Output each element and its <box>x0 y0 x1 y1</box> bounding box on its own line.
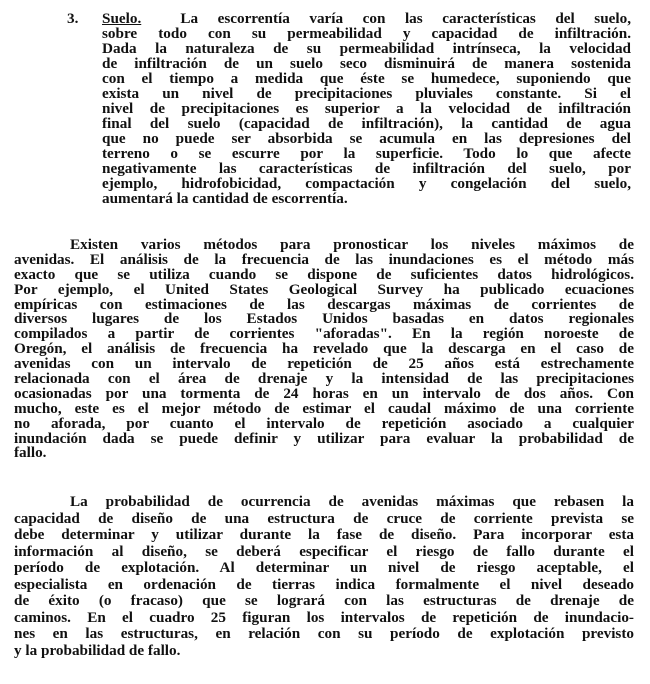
text-line: aumentará la cantidad de escorrentía. <box>102 190 348 207</box>
text-line: debe determinar y utilizar durante la fase de diseño. Para incorporar esta <box>14 526 634 543</box>
text-line <box>102 11 631 26</box>
text-line: que no puede ser absorbida se acumula en las depresiones del <box>102 130 631 147</box>
text-line: mucho, este es el mejor método de estimar el caudal máximo de una corriente <box>14 399 634 417</box>
text-line: relacionada con el área de drenaje y la intensidad de las precipitaciones <box>14 370 634 388</box>
text-line: nes en las estructuras, en relación con su período de explotación previsto <box>14 625 634 642</box>
text-line: terreno o se escurre por la superficie. Todo lo que afecte <box>102 145 631 162</box>
text-line: período de explotación. Al determinar un nivel de riesgo aceptable, el <box>14 559 634 576</box>
text-line: exacto que se utiliza cuando se dispone de suficientes datos hidrológicos. <box>14 265 634 283</box>
list-item-number: 3. <box>67 10 79 27</box>
text-line: Por ejemplo, el United States Geological Survey ha publicado ecuaciones <box>14 280 634 298</box>
text-line: negativamente las características de infiltración del suelo, por <box>102 160 631 177</box>
text-line: especialista en ordenación de tierras indica formalmente el nivel deseado <box>14 575 634 593</box>
text-line: con el tiempo a medida que éste se humedece, suponiendo que <box>102 70 631 87</box>
text-line: información al diseño, se deberá especificar el riesgo de fallo durante el <box>14 542 634 560</box>
text-line: ocasionadas por una tormenta de 24 horas en un intervalo de dos años. Con <box>14 384 634 402</box>
text-line: capacidad de diseño de una estructura de cruce de corriente prevista se <box>14 509 634 527</box>
item-heading: Suelo. <box>102 10 142 27</box>
text-span: La escorrentía varía con las características del suelo, <box>180 10 631 27</box>
text-line: final del suelo (capacidad de infiltración), la cantidad de agua <box>102 115 631 132</box>
text-line: y la probabilidad de fallo. <box>14 641 181 659</box>
text-line: ejemplo, hidrofobicidad, compactación y congelación del suelo, <box>102 175 631 192</box>
text-line: empíricas con estimaciones de las descargas máximas de corrientes de <box>14 295 634 313</box>
text-line: Dada la naturaleza de su permeabilidad intrínseca, la velocidad <box>102 40 631 57</box>
text-line: caminos. En el cuadro 25 figuran los intervalos de repetición de inundacio- <box>14 608 634 626</box>
paragraph-flood-probability <box>14 494 634 659</box>
text-line: no aforada, por cuanto el intervalo de repetición asociado a cualquier <box>14 414 634 432</box>
text-line: diversos lugares de los Estados Unidos basadas en datos regionales <box>14 310 634 328</box>
text-line: fallo. <box>14 444 47 462</box>
text-line: avenidas con un intervalo de repetición de 25 años está estrechamente <box>14 355 634 373</box>
text-line: compilados a partir de corrientes "aforadas". En la región noroeste de <box>14 325 634 343</box>
text-line: avenidas. El análisis de la frecuencia de las inundaciones es el método más <box>14 250 634 268</box>
text-line: Existen varios métodos para pronosticar los niveles máximos de <box>70 236 634 253</box>
list-item-suelo <box>102 11 631 206</box>
text-line: inundación dada se puede definir y utilizar para evaluar la probabilidad de <box>14 429 634 447</box>
text-line: de infiltración de un suelo seco disminuirá de manera sostenida <box>102 55 631 72</box>
text-line: nivel de precipitaciones es superior a la velocidad de infiltración <box>102 100 631 117</box>
text-line: sobre todo con su permeabilidad y capacidad de infiltración. <box>102 25 631 42</box>
text-line: de éxito (o fracaso) que se logrará con las estructuras de drenaje de <box>14 592 634 609</box>
paragraph-flood-forecasting <box>14 238 634 461</box>
text-line: Oregón, el análisis de frecuencia ha revelado que la descarga en el caso de <box>14 340 634 358</box>
text-line: exista un nivel de precipitaciones pluviales constante. Si el <box>102 85 631 102</box>
text-line: La probabilidad de ocurrencia de avenidas máximas que rebasen la <box>70 493 634 510</box>
